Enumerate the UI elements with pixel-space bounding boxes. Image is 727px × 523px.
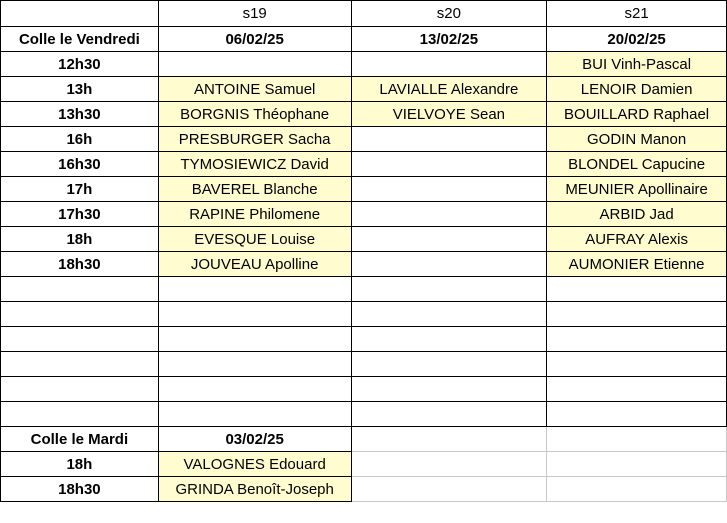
empty-cell[interactable]: [1, 302, 159, 327]
empty-cell[interactable]: [158, 352, 351, 377]
corner-cell[interactable]: [1, 1, 159, 27]
empty-row: [1, 402, 727, 427]
week-header-row: [1, 1, 727, 27]
time-cell[interactable]: 18h: [1, 227, 159, 252]
student-cell[interactable]: MEUNIER Apollinaire: [547, 177, 727, 202]
student-cell[interactable]: AUMONIER Etienne: [547, 252, 727, 277]
student-cell[interactable]: BOUILLARD Raphael: [547, 102, 727, 127]
empty-cell[interactable]: [351, 302, 547, 327]
empty-cell[interactable]: [547, 377, 727, 402]
empty-cell[interactable]: [351, 327, 547, 352]
time-cell[interactable]: 12h30: [1, 52, 159, 77]
student-cell[interactable]: BUI Vinh-Pascal: [547, 52, 727, 77]
table-row: [1, 252, 727, 277]
date-cell[interactable]: 20/02/25: [547, 27, 727, 52]
empty-row: [1, 377, 727, 402]
student-cell[interactable]: GRINDA Benoît-Joseph: [158, 477, 351, 502]
week-header[interactable]: s20: [351, 1, 547, 27]
time-cell[interactable]: 18h30: [1, 477, 159, 502]
empty-cell[interactable]: [547, 352, 727, 377]
time-cell[interactable]: 13h: [1, 77, 159, 102]
empty-cell[interactable]: [158, 327, 351, 352]
empty-cell[interactable]: [351, 377, 547, 402]
table-row: [1, 227, 727, 252]
date-cell[interactable]: [351, 427, 547, 452]
empty-cell[interactable]: [1, 277, 159, 302]
empty-cell[interactable]: [547, 327, 727, 352]
student-cell[interactable]: TYMOSIEWICZ David: [158, 152, 351, 177]
table-row: [1, 102, 727, 127]
section-label[interactable]: Colle le Mardi: [1, 427, 159, 452]
student-cell[interactable]: GODIN Manon: [547, 127, 727, 152]
student-cell[interactable]: AUFRAY Alexis: [547, 227, 727, 252]
tuesday-date-row: [1, 427, 727, 452]
empty-cell[interactable]: [351, 352, 547, 377]
student-cell[interactable]: PRESBURGER Sacha: [158, 127, 351, 152]
table-row: [1, 202, 727, 227]
empty-row: [1, 277, 727, 302]
friday-date-row: [1, 27, 727, 52]
empty-cell[interactable]: [158, 302, 351, 327]
time-cell[interactable]: 17h: [1, 177, 159, 202]
empty-cell[interactable]: [1, 377, 159, 402]
empty-cell[interactable]: [547, 402, 727, 427]
student-cell[interactable]: [351, 152, 547, 177]
table-row: [1, 52, 727, 77]
student-cell[interactable]: JOUVEAU Apolline: [158, 252, 351, 277]
student-cell[interactable]: VIELVOYE Sean: [351, 102, 547, 127]
table-row: [1, 477, 727, 502]
date-cell[interactable]: [547, 427, 727, 452]
empty-row: [1, 352, 727, 377]
student-cell[interactable]: [351, 452, 547, 477]
student-cell[interactable]: [351, 202, 547, 227]
empty-cell[interactable]: [158, 277, 351, 302]
student-cell[interactable]: BORGNIS Théophane: [158, 102, 351, 127]
empty-cell[interactable]: [1, 327, 159, 352]
time-cell[interactable]: 13h30: [1, 102, 159, 127]
empty-cell[interactable]: [351, 402, 547, 427]
student-cell[interactable]: [351, 227, 547, 252]
student-cell[interactable]: BLONDEL Capucine: [547, 152, 727, 177]
student-cell[interactable]: [351, 177, 547, 202]
student-cell[interactable]: ARBID Jad: [547, 202, 727, 227]
empty-cell[interactable]: [158, 402, 351, 427]
student-cell[interactable]: [351, 252, 547, 277]
student-cell[interactable]: [351, 127, 547, 152]
date-cell[interactable]: 06/02/25: [158, 27, 351, 52]
student-cell[interactable]: LAVIALLE Alexandre: [351, 77, 547, 102]
student-cell[interactable]: ANTOINE Samuel: [158, 77, 351, 102]
table-row: [1, 127, 727, 152]
empty-row: [1, 302, 727, 327]
time-cell[interactable]: 17h30: [1, 202, 159, 227]
student-cell[interactable]: [547, 452, 727, 477]
student-cell[interactable]: EVESQUE Louise: [158, 227, 351, 252]
empty-cell[interactable]: [547, 302, 727, 327]
date-cell[interactable]: 13/02/25: [351, 27, 547, 52]
student-cell[interactable]: RAPINE Philomene: [158, 202, 351, 227]
time-cell[interactable]: 16h: [1, 127, 159, 152]
student-cell[interactable]: [351, 52, 547, 77]
table-row: [1, 152, 727, 177]
empty-cell[interactable]: [1, 402, 159, 427]
section-label[interactable]: Colle le Vendredi: [1, 27, 159, 52]
empty-cell[interactable]: [547, 277, 727, 302]
date-cell[interactable]: 03/02/25: [158, 427, 351, 452]
student-cell[interactable]: LENOIR Damien: [547, 77, 727, 102]
student-cell[interactable]: [351, 477, 547, 502]
table-row: [1, 177, 727, 202]
student-cell[interactable]: [547, 477, 727, 502]
week-header[interactable]: s19: [158, 1, 351, 27]
table-row: [1, 452, 727, 477]
student-cell[interactable]: VALOGNES Edouard: [158, 452, 351, 477]
empty-cell[interactable]: [351, 277, 547, 302]
empty-cell[interactable]: [158, 377, 351, 402]
week-header[interactable]: s21: [547, 1, 727, 27]
empty-cell[interactable]: [1, 352, 159, 377]
time-cell[interactable]: 18h: [1, 452, 159, 477]
student-cell[interactable]: BAVEREL Blanche: [158, 177, 351, 202]
table-row: [1, 77, 727, 102]
empty-row: [1, 327, 727, 352]
time-cell[interactable]: 18h30: [1, 252, 159, 277]
student-cell[interactable]: [158, 52, 351, 77]
time-cell[interactable]: 16h30: [1, 152, 159, 177]
